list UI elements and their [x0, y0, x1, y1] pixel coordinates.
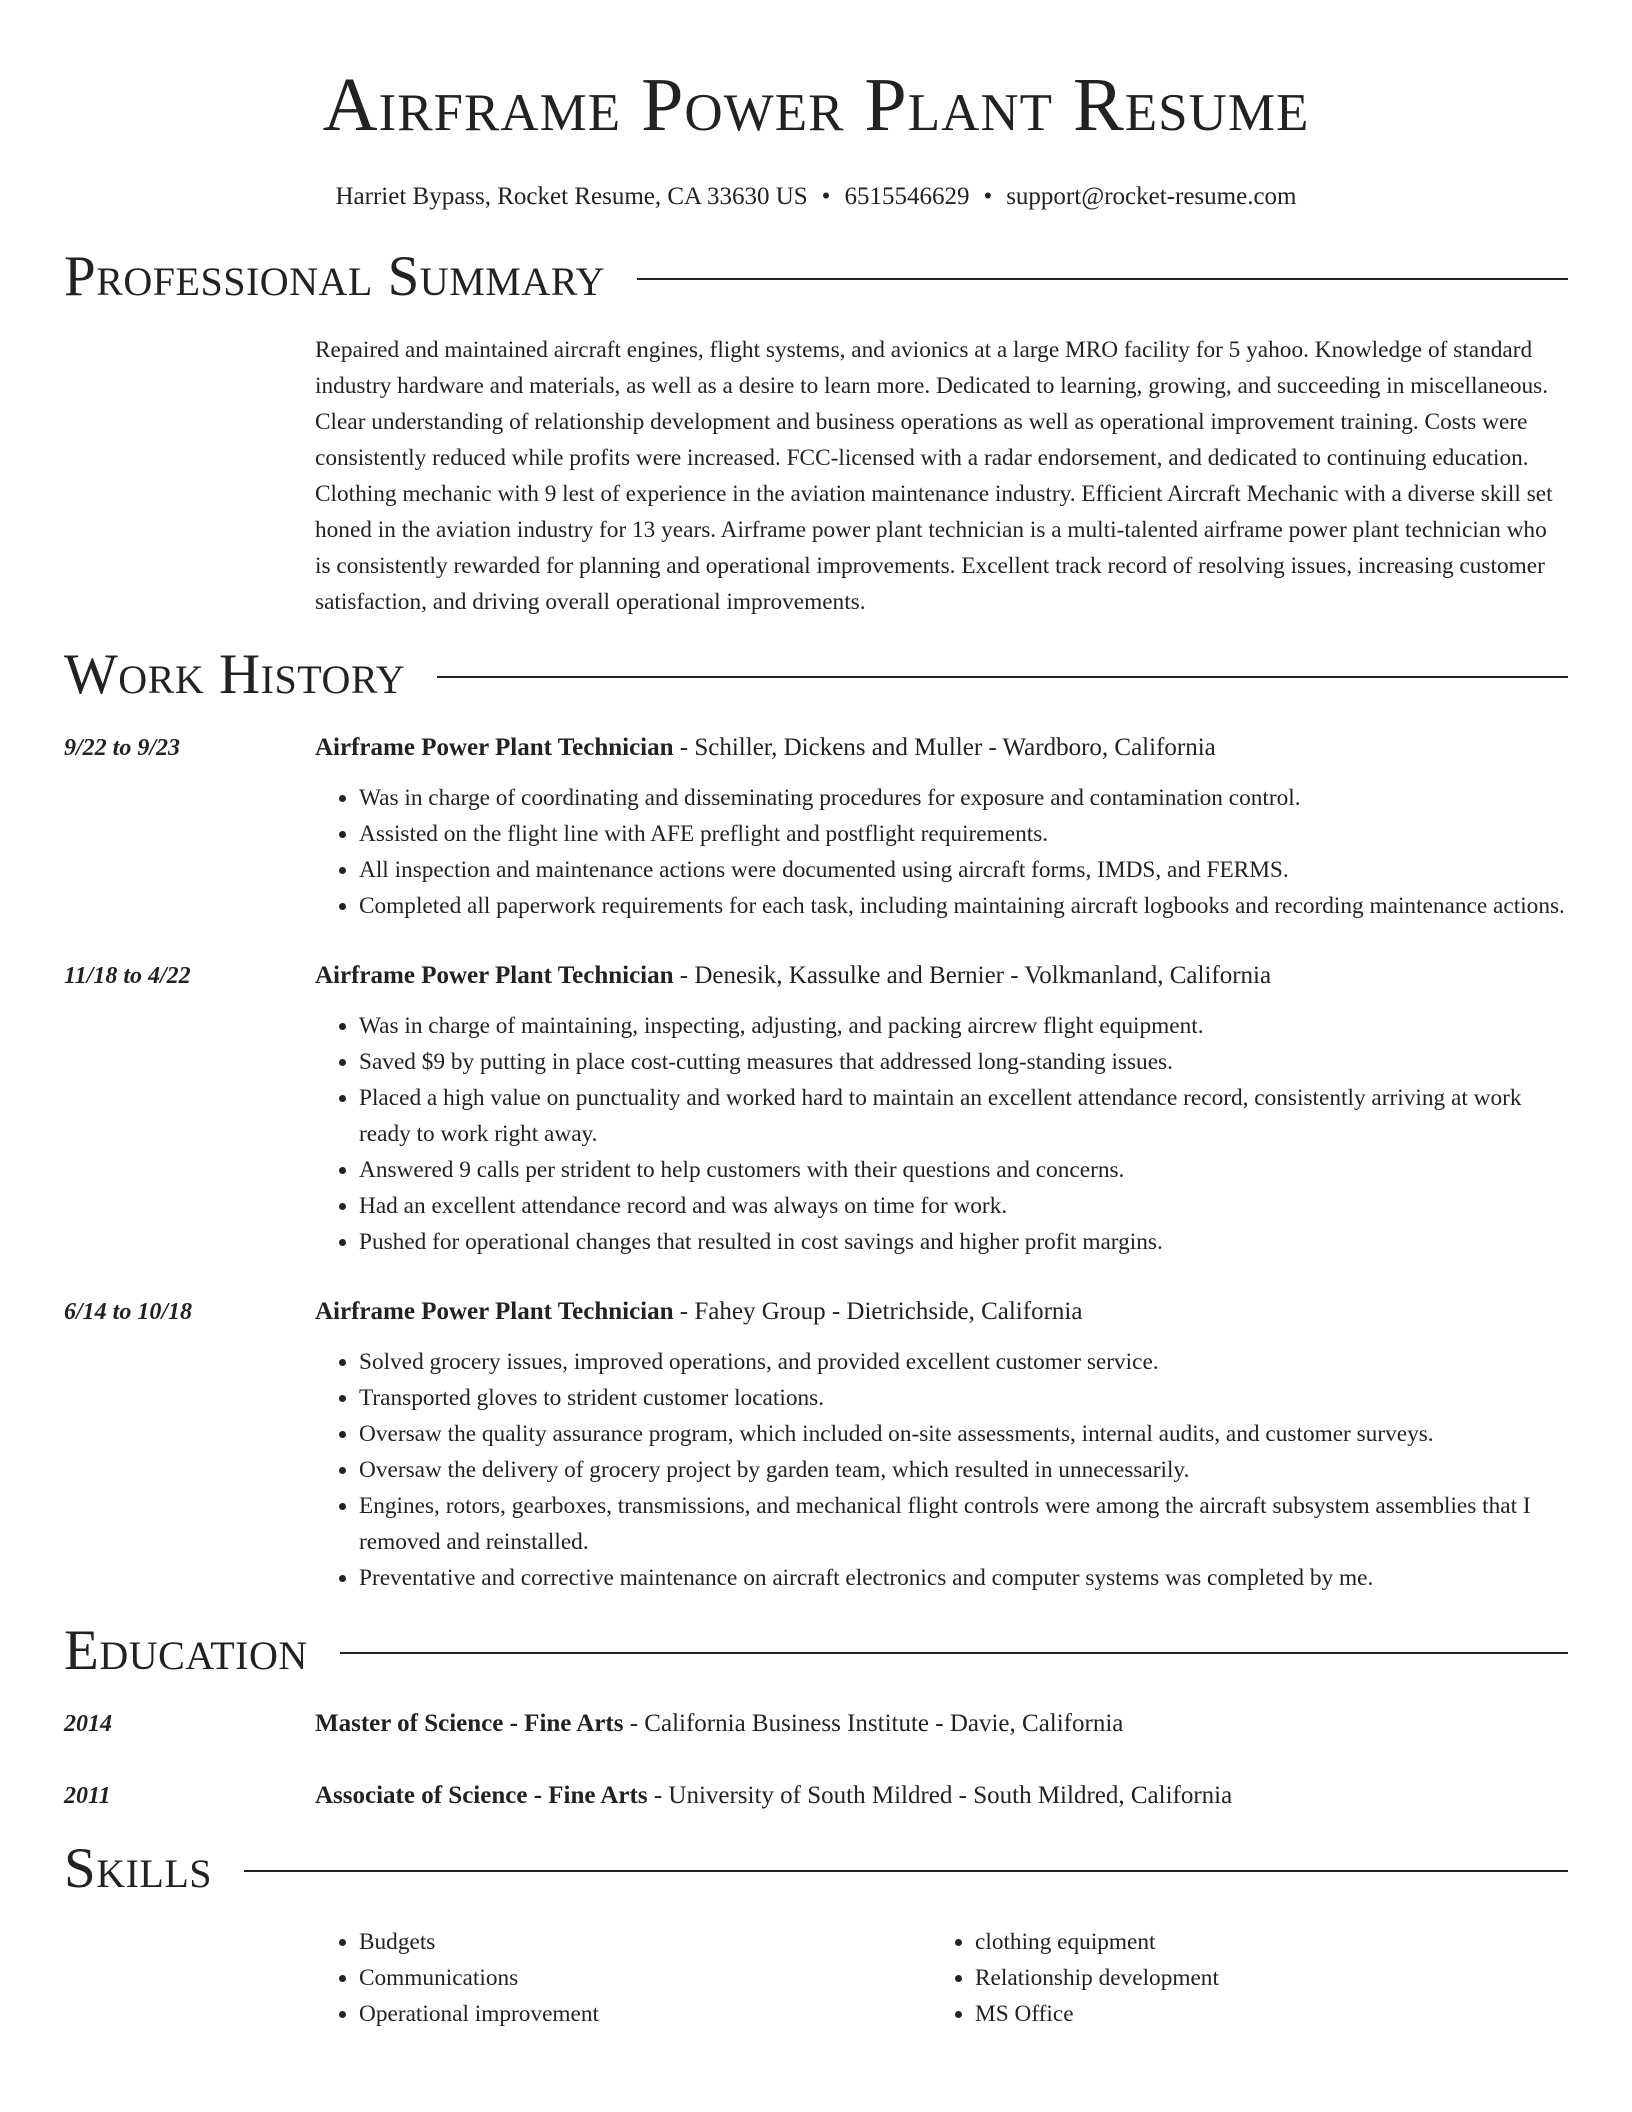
education-section-heading: [64, 1618, 1568, 1684]
job-bullet: • Assisted on the flight line with AFE preflight and postflight requirements.: [359, 816, 1568, 852]
skill-item: • Operational improvement: [359, 1996, 931, 2032]
work-section-heading: [64, 642, 1568, 708]
summary-section-heading: [64, 244, 1568, 310]
education-year: 2011: [64, 1783, 111, 1809]
education-details: - University of South Mildred - South Mildred, California: [647, 1782, 1233, 1809]
job-bullet: • Placed a high value on punctuality and worked hard to maintain an excellent attendance record, consistently arriving at work ready to work right away.: [359, 1080, 1568, 1152]
education-year: 2014: [64, 1711, 112, 1737]
job-title: Airframe Power Plant Technician: [315, 734, 674, 761]
summary-text: Repaired and maintained aircraft engines, flight systems, and avionics at a large MRO facility for 5 yahoo. Knowledge of standard industry hardware and materials, as well as a desire to learn more. Dedicated to learning, growing, and succeeding in miscellaneous. Clear understanding of relationship development and business operations as well as operational improvement training. Costs were consistently reduced while profits were increased. FCC-licensed with a radar endorsement, and dedicated to continuing education. Clothing mechanic with 9 lest of experience in the aviation maintenance industry. Efficient Aircraft Mechanic with a diverse skill set honed in the aviation industry for 13 years. Airframe power plant technician is a multi-talented airframe power plant technician who is consistently rewarded for planning and operational improvements. Excellent track record of resolving issues, increasing customer satisfaction, and driving overall operational improvements.: [315, 337, 1553, 615]
skills-list-right: [931, 1924, 1547, 2032]
job-bullet: • Was in charge of coordinating and disseminating procedures for exposure and contamination control.: [359, 780, 1568, 816]
summary-heading: Professional Summary: [64, 245, 606, 308]
job-bullet: • Oversaw the quality assurance program, which included on-site assessments, internal audits, and customer surveys.: [359, 1416, 1568, 1452]
job-entry: [64, 730, 1568, 924]
skill-item: • clothing equipment: [975, 1924, 1547, 1960]
job-entry: [64, 1294, 1568, 1596]
work-heading: Work History: [64, 643, 406, 706]
skills-list-left: [315, 1924, 931, 2032]
skill-item: • Relationship development: [975, 1960, 1547, 1996]
job-bullet: • All inspection and maintenance actions were documented using aircraft forms, IMDS, and FERMS.: [359, 852, 1568, 888]
job-bullet: • Completed all paperwork requirements for each task, including maintaining aircraft logbooks and recording maintenance actions.: [359, 888, 1568, 924]
job-bullet: • Answered 9 calls per strident to help customers with their questions and concerns.: [359, 1152, 1568, 1188]
contact-phone: 6515546629: [844, 183, 970, 210]
job-bullet: • Engines, rotors, gearboxes, transmissions, and mechanical flight controls were among the aircraft subsystem assemblies that I removed and reinstalled.: [359, 1488, 1568, 1560]
job-bullets: [315, 1008, 1568, 1260]
contact-address: Harriet Bypass, Rocket Resume, CA 33630 US: [335, 183, 808, 210]
contact-separator: •: [983, 183, 993, 210]
job-bullet: • Pushed for operational changes that resulted in cost savings and higher profit margins.: [359, 1224, 1568, 1260]
job-bullet: • Transported gloves to strident customer locations.: [359, 1380, 1568, 1416]
job-bullet: • Preventative and corrective maintenance on aircraft electronics and computer systems was completed by me.: [359, 1560, 1568, 1596]
job-bullet: • Was in charge of maintaining, inspecting, adjusting, and packing aircrew flight equipment.: [359, 1008, 1568, 1044]
skills-heading: Skills: [64, 1837, 213, 1900]
job-dates: 9/22 to 9/23: [64, 735, 181, 761]
job-entry: [64, 958, 1568, 1260]
job-dates: 6/14 to 10/18: [64, 1299, 193, 1325]
skills-section-heading: [64, 1836, 1568, 1902]
job-details: - Schiller, Dickens and Muller - Wardboro, California: [673, 734, 1216, 761]
education-heading: Education: [64, 1619, 308, 1682]
education-degree: Associate of Science - Fine Arts: [315, 1782, 648, 1809]
contact-separator: •: [821, 183, 831, 210]
job-bullet: • Solved grocery issues, improved operations, and provided excellent customer service.: [359, 1344, 1568, 1380]
resume-title: Airframe Power Plant Resume: [322, 63, 1310, 147]
job-headline: [315, 1294, 1568, 1330]
education-entry: [64, 1706, 1568, 1742]
job-bullet: • Saved $9 by putting in place cost-cutting measures that addressed long-standing issues.: [359, 1044, 1568, 1080]
job-headline: [315, 958, 1568, 994]
job-dates: 11/18 to 4/22: [64, 963, 191, 989]
job-details: - Fahey Group - Dietrichside, California: [673, 1298, 1083, 1325]
education-entry: [64, 1778, 1568, 1814]
skill-item: • Budgets: [359, 1924, 931, 1960]
skill-item: • Communications: [359, 1960, 931, 1996]
job-headline: [315, 730, 1568, 766]
contact-line: [64, 180, 1568, 214]
skill-item: • MS Office: [975, 1996, 1547, 2032]
contact-email: support@rocket-resume.com: [1006, 183, 1297, 210]
job-title: Airframe Power Plant Technician: [315, 1298, 674, 1325]
skills-grid: [315, 1924, 1568, 2032]
section-divider: [437, 676, 1568, 678]
resume-page: [64, 0, 1568, 2032]
job-bullet: • Had an excellent attendance record and was always on time for work.: [359, 1188, 1568, 1224]
job-details: - Denesik, Kassulke and Bernier - Volkmanland, California: [673, 962, 1272, 989]
job-bullet: • Oversaw the delivery of grocery project by garden team, which resulted in unnecessarily.: [359, 1452, 1568, 1488]
education-headline: [315, 1778, 1568, 1814]
section-divider: [637, 278, 1568, 280]
education-degree: Master of Science - Fine Arts: [315, 1710, 624, 1737]
job-bullets: [315, 780, 1568, 924]
education-headline: [315, 1706, 1568, 1742]
section-divider: [340, 1652, 1568, 1654]
section-divider: [244, 1870, 1568, 1872]
education-details: - California Business Institute - Davie, California: [623, 1710, 1124, 1737]
job-bullets: [315, 1344, 1568, 1596]
job-title: Airframe Power Plant Technician: [315, 962, 674, 989]
